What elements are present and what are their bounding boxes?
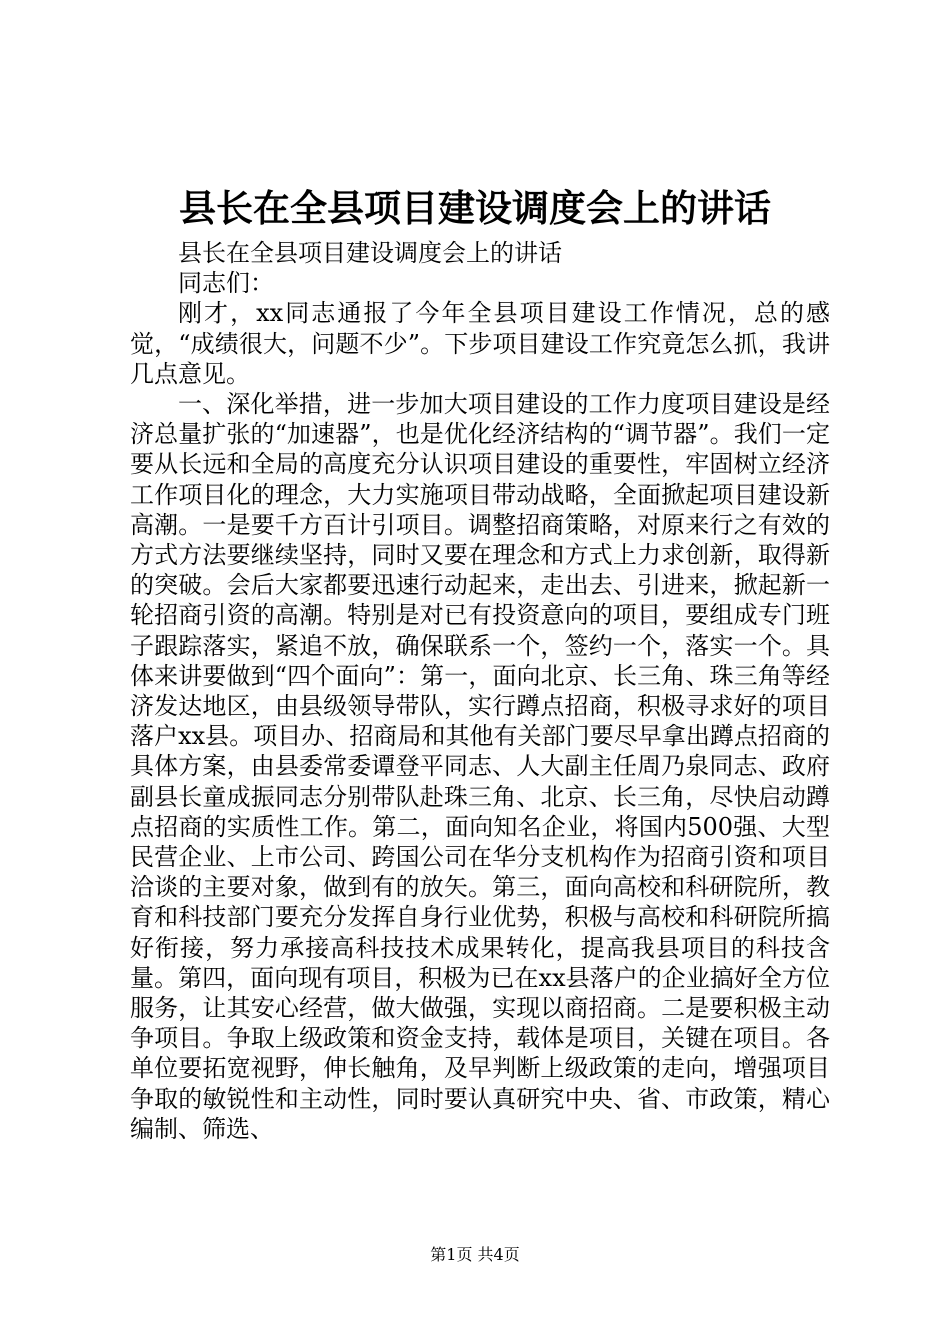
document-body bbox=[130, 238, 830, 1144]
document-title: 县长在全县项目建设调度会上的讲话 bbox=[179, 186, 771, 230]
page-footer: 第1页 共4页 bbox=[430, 1245, 520, 1264]
body-paragraph-subtitle: 县长在全县项目建设调度会上的讲话 bbox=[178, 239, 562, 267]
body-paragraph-salutation: 同志们： bbox=[178, 269, 274, 298]
body-paragraph-section-one: 一、深化举措，进一步加大项目建设的工作力度项目建设是经济总量扩张的“加速器”，也是优化经济结构的“调节器”。我们一定要从长远和全局的高度充分认识项目建设的重要性，牢固树立经济工作项目化的理念，大力实施项目带动战略，全面掀起项目建设新高潮。一是要千方百计引项目。调整招商策略，对原来行之有效的方式方法要继续坚持，同时又要在理念和方式上力求创新，取得新的突破。会后大家都要迅速行动起来，走出去、引进来，掀起新一轮招商引资的高潮。特别是对已有投资意向的项目，要组成专门班子跟踪落实，紧追不放，确保联系一个，签约一个，落实一个。具体来讲要做到“四个面向”：第一，面向北京、长三角、珠三角等经济发达地区，由县级领导带队，实行蹲点招商，积极寻求好的项目落户xx县。项目办、招商局和其他有关部门要尽早拿出蹲点招商的具体方案，由县委常委谭登平同志、人大副主任周乃泉同志、政府副县长童成振同志分别带队赴珠三角、北京、长三角，尽快启动蹲点招商的实质性工作。第二，面向知名企业，将国内500强、大型民营企业、上市公司、跨国公司在华分支机构作为招商引资和项目洽谈的主要对象，做到有的放矢。第三，面向高校和科研院所，教育和科技部门要充分发挥自身行业优势，积极与高校和科研院所搞好衔接，努力承接高科技技术成果转化，提高我县项目的科技含量。第四，面向现有项目，积极为已在xx县落户的企业搞好全方位服务，让其安心经营，做大做强，实现以商招商。二是要积极主动争项目。争取上级政策和资金支持，载体是项目，关键在项目。各单位要拓宽视野，伸长触角，及早判断上级政策的走向，增强项目争取的敏锐性和主动性，同时要认真研究中央、省、市政策，精心编制、筛选、 bbox=[130, 390, 830, 1143]
body-paragraph-intro: 刚才，xx同志通报了今年全县项目建设工作情况，总的感觉，“成绩很大，问题不少”。下步项目建设工作究竟怎么抓，我讲几点意见。 bbox=[130, 299, 830, 388]
